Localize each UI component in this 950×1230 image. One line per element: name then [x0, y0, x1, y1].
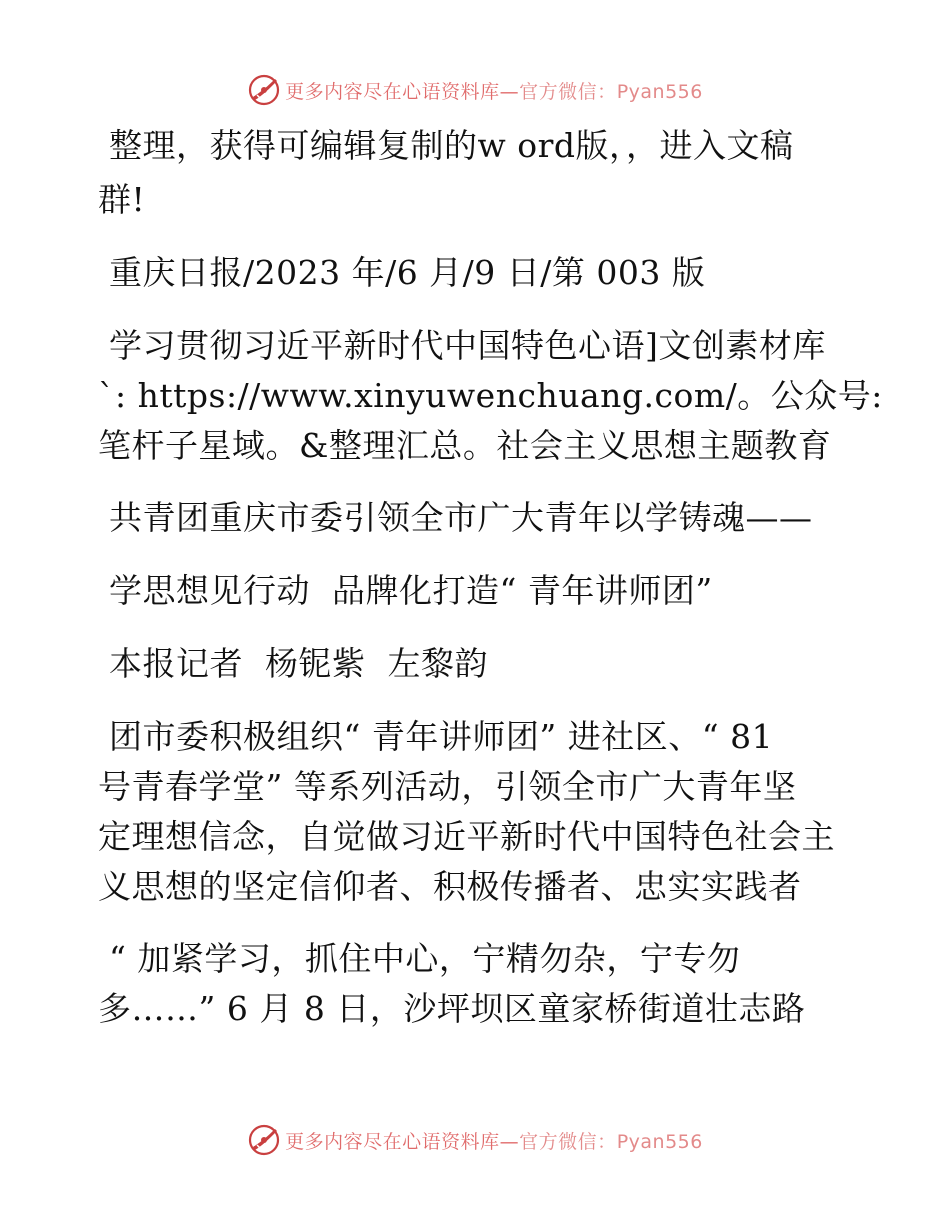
header-watermark [0, 70, 950, 110]
byline: 本报记者 杨铌紫 左黎韵 [98, 644, 488, 683]
text-line: 号青春学堂” 等系列活动，引领全市广大青年坚 [98, 767, 797, 806]
watermark-text: 更多内容尽在心语资料库—官方微信：Pyan556 [285, 80, 703, 103]
footer-watermark [0, 1120, 950, 1160]
headline-2: 学思想见行动 品牌化打造“ 青年讲师团” [98, 571, 713, 610]
pen-logo-icon [247, 1123, 281, 1157]
text-line: `: https://www.xinyuwenchuang.com/。公众号: [98, 376, 883, 415]
text-line: 定理想信念，自觉做习近平新时代中国特色社会主 [98, 817, 835, 856]
document-body [98, 118, 883, 1028]
text-line: “ 加紧学习，抓住中心，宁精勿杂，宁专勿 [98, 939, 741, 978]
pen-logo-icon [247, 73, 281, 107]
dateline: 重庆日报/2023 年/6 月/9 日/第 003 版 [98, 253, 706, 292]
text-line: 多……” 6 月 8 日，沙坪坝区童家桥街道壮志路 [98, 989, 806, 1028]
headline-1: 共青团重庆市委引领全市广大青年以学铸魂—— [98, 498, 813, 537]
text-line: 整理，获得可编辑复制的w ord版，，进入文稿 [98, 126, 794, 165]
text-line: 学习贯彻习近平新时代中国特色心语]文创素材库 [98, 326, 826, 365]
text-line: 笔杆子星域。&整理汇总。社会主义思想主题教育 [98, 426, 832, 465]
text-line: 群! [98, 180, 146, 219]
text-line: 团市委积极组织“ 青年讲师团” 进社区、“ 81 [98, 717, 774, 756]
watermark-text: 更多内容尽在心语资料库—官方微信：Pyan556 [285, 1130, 703, 1153]
text-line: 义思想的坚定信仰者、积极传播者、忠实实践者 [98, 867, 802, 906]
